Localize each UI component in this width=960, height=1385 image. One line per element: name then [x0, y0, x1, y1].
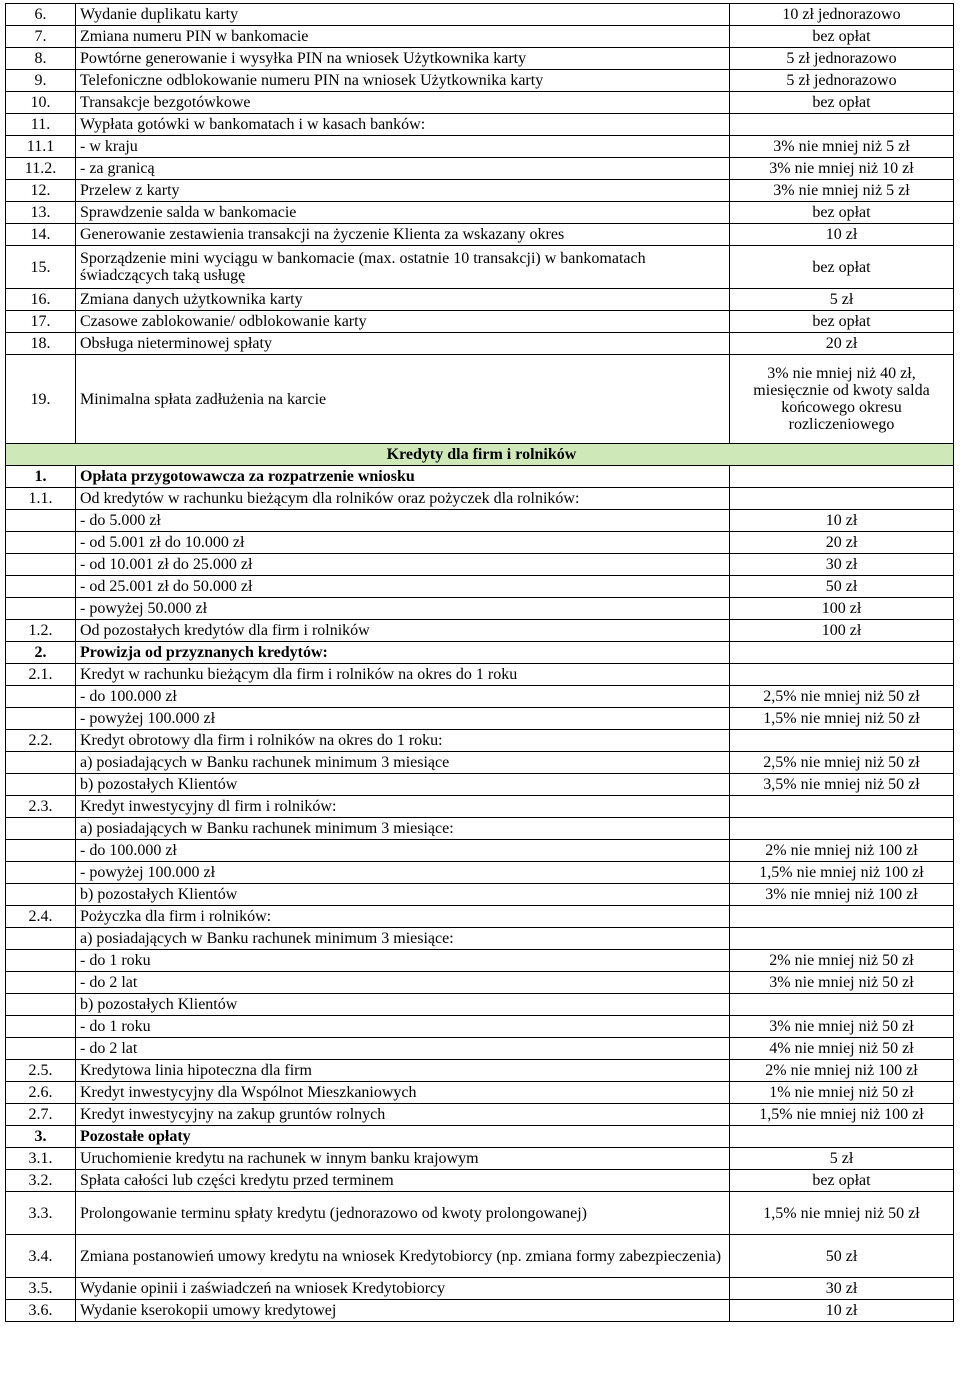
row-fee: bez opłat: [730, 202, 954, 224]
table-row: [6, 928, 954, 950]
table-row: [6, 972, 954, 994]
row-number: [6, 928, 76, 950]
row-fee: [730, 796, 954, 818]
row-description: Obsługa nieterminowej spłaty: [76, 333, 730, 355]
table-row: [6, 1060, 954, 1082]
table-row: [6, 994, 954, 1016]
row-description: Transakcje bezgotówkowe: [76, 92, 730, 114]
row-number: [6, 532, 76, 554]
row-description: Spłata całości lub części kredytu przed terminem: [76, 1170, 730, 1192]
row-number: 3.3.: [6, 1192, 76, 1235]
row-description: - w kraju: [76, 136, 730, 158]
table-row: [6, 1192, 954, 1235]
row-description: Prowizja od przyznanych kredytów:: [76, 642, 730, 664]
row-fee: [730, 1126, 954, 1148]
table-row: [6, 1170, 954, 1192]
row-description: - powyżej 100.000 zł: [76, 708, 730, 730]
table-row: [6, 70, 954, 92]
row-fee: 2,5% nie mniej niż 50 zł: [730, 752, 954, 774]
row-number: 3.1.: [6, 1148, 76, 1170]
table-row: [6, 884, 954, 906]
table-row: [6, 92, 954, 114]
row-description: Minimalna spłata zadłużenia na karcie: [76, 355, 730, 444]
table-row: [6, 246, 954, 289]
row-fee: 100 zł: [730, 620, 954, 642]
row-description: - do 100.000 zł: [76, 840, 730, 862]
table-row: [6, 488, 954, 510]
row-description: - od 25.001 zł do 50.000 zł: [76, 576, 730, 598]
row-number: 2.2.: [6, 730, 76, 752]
table-row: [6, 1148, 954, 1170]
row-fee: 1,5% nie mniej niż 50 zł: [730, 708, 954, 730]
row-number: [6, 686, 76, 708]
row-number: 19.: [6, 355, 76, 444]
row-fee: [730, 114, 954, 136]
row-fee: 3,5% nie mniej niż 50 zł: [730, 774, 954, 796]
table-row: [6, 202, 954, 224]
row-description: Telefoniczne odblokowanie numeru PIN na wniosek Użytkownika karty: [76, 70, 730, 92]
row-number: [6, 1038, 76, 1060]
row-description: b) pozostałych Klientów: [76, 994, 730, 1016]
table-row: [6, 950, 954, 972]
row-number: 11.2.: [6, 158, 76, 180]
row-fee: 2% nie mniej niż 100 zł: [730, 840, 954, 862]
row-number: [6, 994, 76, 1016]
row-number: 1.: [6, 466, 76, 488]
row-description: - do 2 lat: [76, 1038, 730, 1060]
row-number: [6, 752, 76, 774]
row-fee: 50 zł: [730, 576, 954, 598]
row-description: Wypłata gotówki w bankomatach i w kasach banków:: [76, 114, 730, 136]
row-description: a) posiadających w Banku rachunek minimum 3 miesiące:: [76, 818, 730, 840]
row-fee: 10 zł: [730, 1300, 954, 1322]
row-number: 7.: [6, 26, 76, 48]
table-row: [6, 774, 954, 796]
row-number: [6, 1016, 76, 1038]
row-description: Sporządzenie mini wyciągu w bankomacie (max. ostatnie 10 transakcji) w bankomatach świadczących taką usługę: [76, 246, 730, 289]
table-row: [6, 686, 954, 708]
row-description: Zmiana numeru PIN w bankomacie: [76, 26, 730, 48]
table-row: [6, 862, 954, 884]
row-description: - do 5.000 zł: [76, 510, 730, 532]
row-fee: [730, 642, 954, 664]
row-number: [6, 554, 76, 576]
table-row: [6, 224, 954, 246]
row-fee: 1% nie mniej niż 50 zł: [730, 1082, 954, 1104]
row-number: 2.: [6, 642, 76, 664]
row-number: [6, 818, 76, 840]
row-number: 9.: [6, 70, 76, 92]
row-description: - za granicą: [76, 158, 730, 180]
row-number: 16.: [6, 289, 76, 311]
row-description: - powyżej 100.000 zł: [76, 862, 730, 884]
row-fee: 3% nie mniej niż 50 zł: [730, 1016, 954, 1038]
table-row: [6, 840, 954, 862]
table-row: [6, 598, 954, 620]
section-header-row: [6, 444, 954, 466]
table-row: [6, 1300, 954, 1322]
table-row: [6, 466, 954, 488]
row-description: Zmiana danych użytkownika karty: [76, 289, 730, 311]
table-row: [6, 576, 954, 598]
row-description: Kredyt w rachunku bieżącym dla firm i rolników na okres do 1 roku: [76, 664, 730, 686]
row-description: - do 1 roku: [76, 950, 730, 972]
row-fee: bez opłat: [730, 311, 954, 333]
row-description: - do 2 lat: [76, 972, 730, 994]
table-row: [6, 48, 954, 70]
row-fee: 50 zł: [730, 1235, 954, 1278]
fee-table-body: [6, 4, 954, 1322]
row-description: Pozostałe opłaty: [76, 1126, 730, 1148]
fee-table: [5, 3, 954, 1322]
row-description: a) posiadających w Banku rachunek minimum 3 miesiące: [76, 752, 730, 774]
row-fee: 1,5% nie mniej niż 100 zł: [730, 862, 954, 884]
table-row: [6, 818, 954, 840]
row-description: Kredyt inwestycyjny dla Wspólnot Mieszkaniowych: [76, 1082, 730, 1104]
row-description: Zmiana postanowień umowy kredytu na wniosek Kredytobiorcy (np. zmiana formy zabezpieczenia): [76, 1235, 730, 1278]
row-number: 8.: [6, 48, 76, 70]
row-number: 14.: [6, 224, 76, 246]
table-row: [6, 1038, 954, 1060]
row-number: 3.6.: [6, 1300, 76, 1322]
table-row: [6, 796, 954, 818]
table-row: [6, 906, 954, 928]
row-description: Czasowe zablokowanie/ odblokowanie karty: [76, 311, 730, 333]
row-fee: 10 zł jednorazowo: [730, 4, 954, 26]
row-description: Opłata przygotowawcza za rozpatrzenie wniosku: [76, 466, 730, 488]
row-fee: bez opłat: [730, 26, 954, 48]
row-description: Powtórne generowanie i wysyłka PIN na wniosek Użytkownika karty: [76, 48, 730, 70]
row-description: Kredytowa linia hipoteczna dla firm: [76, 1060, 730, 1082]
row-fee: 3% nie mniej niż 40 zł, miesięcznie od kwoty salda końcowego okresu rozliczeniowego: [730, 355, 954, 444]
row-fee: [730, 730, 954, 752]
table-row: [6, 136, 954, 158]
row-description: - powyżej 50.000 zł: [76, 598, 730, 620]
table-row: [6, 180, 954, 202]
row-number: 2.1.: [6, 664, 76, 686]
row-fee: 3% nie mniej niż 50 zł: [730, 972, 954, 994]
row-fee: 2% nie mniej niż 100 zł: [730, 1060, 954, 1082]
row-fee: 3% nie mniej niż 5 zł: [730, 136, 954, 158]
row-fee: 3% nie mniej niż 100 zł: [730, 884, 954, 906]
row-description: Pożyczka dla firm i rolników:: [76, 906, 730, 928]
row-description: b) pozostałych Klientów: [76, 884, 730, 906]
row-number: 10.: [6, 92, 76, 114]
table-row: [6, 1016, 954, 1038]
row-fee: 5 zł jednorazowo: [730, 48, 954, 70]
row-fee: 5 zł: [730, 1148, 954, 1170]
row-fee: bez opłat: [730, 92, 954, 114]
row-description: b) pozostałych Klientów: [76, 774, 730, 796]
row-fee: 1,5% nie mniej niż 100 zł: [730, 1104, 954, 1126]
row-number: [6, 774, 76, 796]
row-number: [6, 598, 76, 620]
table-row: [6, 730, 954, 752]
table-row: [6, 532, 954, 554]
row-fee: [730, 818, 954, 840]
table-row: [6, 333, 954, 355]
table-row: [6, 664, 954, 686]
row-fee: [730, 994, 954, 1016]
row-number: 3.: [6, 1126, 76, 1148]
row-number: [6, 576, 76, 598]
row-number: 11.1: [6, 136, 76, 158]
row-fee: 1,5% nie mniej niż 50 zł: [730, 1192, 954, 1235]
row-description: Kredyt inwestycyjny na zakup gruntów rolnych: [76, 1104, 730, 1126]
row-number: 15.: [6, 246, 76, 289]
section-title: Kredyty dla firm i rolników: [6, 444, 954, 466]
row-fee: 100 zł: [730, 598, 954, 620]
row-number: [6, 862, 76, 884]
row-number: 2.7.: [6, 1104, 76, 1126]
row-number: 17.: [6, 311, 76, 333]
row-number: [6, 884, 76, 906]
table-row: [6, 510, 954, 532]
row-number: 6.: [6, 4, 76, 26]
row-number: 11.: [6, 114, 76, 136]
row-description: Kredyt inwestycyjny dl firm i rolników:: [76, 796, 730, 818]
row-fee: [730, 664, 954, 686]
row-fee: 3% nie mniej niż 10 zł: [730, 158, 954, 180]
row-number: 3.2.: [6, 1170, 76, 1192]
table-row: [6, 4, 954, 26]
row-number: 13.: [6, 202, 76, 224]
row-description: Wydanie duplikatu karty: [76, 4, 730, 26]
row-description: Przelew z karty: [76, 180, 730, 202]
table-row: [6, 114, 954, 136]
row-description: - do 100.000 zł: [76, 686, 730, 708]
row-fee: 4% nie mniej niż 50 zł: [730, 1038, 954, 1060]
row-number: [6, 510, 76, 532]
row-description: - od 10.001 zł do 25.000 zł: [76, 554, 730, 576]
table-row: [6, 26, 954, 48]
row-fee: 30 zł: [730, 554, 954, 576]
row-description: Uruchomienie kredytu na rachunek w innym banku krajowym: [76, 1148, 730, 1170]
row-description: - do 1 roku: [76, 1016, 730, 1038]
table-row: [6, 158, 954, 180]
row-fee: 20 zł: [730, 333, 954, 355]
table-row: [6, 355, 954, 444]
row-fee: [730, 928, 954, 950]
row-description: a) posiadających w Banku rachunek minimum 3 miesiące:: [76, 928, 730, 950]
row-number: 2.5.: [6, 1060, 76, 1082]
row-fee: [730, 466, 954, 488]
row-number: [6, 708, 76, 730]
table-row: [6, 1104, 954, 1126]
row-number: 3.4.: [6, 1235, 76, 1278]
table-row: [6, 1235, 954, 1278]
row-number: [6, 840, 76, 862]
row-fee: 2,5% nie mniej niż 50 zł: [730, 686, 954, 708]
row-fee: 30 zł: [730, 1278, 954, 1300]
row-fee: 3% nie mniej niż 5 zł: [730, 180, 954, 202]
table-row: [6, 289, 954, 311]
row-fee: 5 zł jednorazowo: [730, 70, 954, 92]
row-description: - od 5.001 zł do 10.000 zł: [76, 532, 730, 554]
row-number: 1.2.: [6, 620, 76, 642]
row-fee: 5 zł: [730, 289, 954, 311]
row-number: 3.5.: [6, 1278, 76, 1300]
row-fee: 2% nie mniej niż 50 zł: [730, 950, 954, 972]
table-row: [6, 311, 954, 333]
row-number: 12.: [6, 180, 76, 202]
table-row: [6, 752, 954, 774]
row-number: 2.6.: [6, 1082, 76, 1104]
table-row: [6, 620, 954, 642]
row-fee: bez opłat: [730, 246, 954, 289]
table-row: [6, 1082, 954, 1104]
row-description: Generowanie zestawienia transakcji na życzenie Klienta za wskazany okres: [76, 224, 730, 246]
row-description: Od pozostałych kredytów dla firm i rolników: [76, 620, 730, 642]
row-number: [6, 972, 76, 994]
row-description: Kredyt obrotowy dla firm i rolników na okres do 1 roku:: [76, 730, 730, 752]
row-number: 1.1.: [6, 488, 76, 510]
row-number: 2.4.: [6, 906, 76, 928]
table-row: [6, 1278, 954, 1300]
row-fee: 20 zł: [730, 532, 954, 554]
table-row: [6, 554, 954, 576]
row-description: Wydanie opinii i zaświadczeń na wniosek Kredytobiorcy: [76, 1278, 730, 1300]
table-row: [6, 642, 954, 664]
row-fee: 10 zł: [730, 224, 954, 246]
row-description: Sprawdzenie salda w bankomacie: [76, 202, 730, 224]
row-fee: 10 zł: [730, 510, 954, 532]
table-row: [6, 1126, 954, 1148]
row-description: Od kredytów w rachunku bieżącym dla rolników oraz pożyczek dla rolników:: [76, 488, 730, 510]
row-fee: [730, 488, 954, 510]
row-fee: bez opłat: [730, 1170, 954, 1192]
row-number: [6, 950, 76, 972]
row-number: 2.3.: [6, 796, 76, 818]
table-row: [6, 708, 954, 730]
row-description: Wydanie kserokopii umowy kredytowej: [76, 1300, 730, 1322]
row-fee: [730, 906, 954, 928]
row-description: Prolongowanie terminu spłaty kredytu (jednorazowo od kwoty prolongowanej): [76, 1192, 730, 1235]
row-number: 18.: [6, 333, 76, 355]
